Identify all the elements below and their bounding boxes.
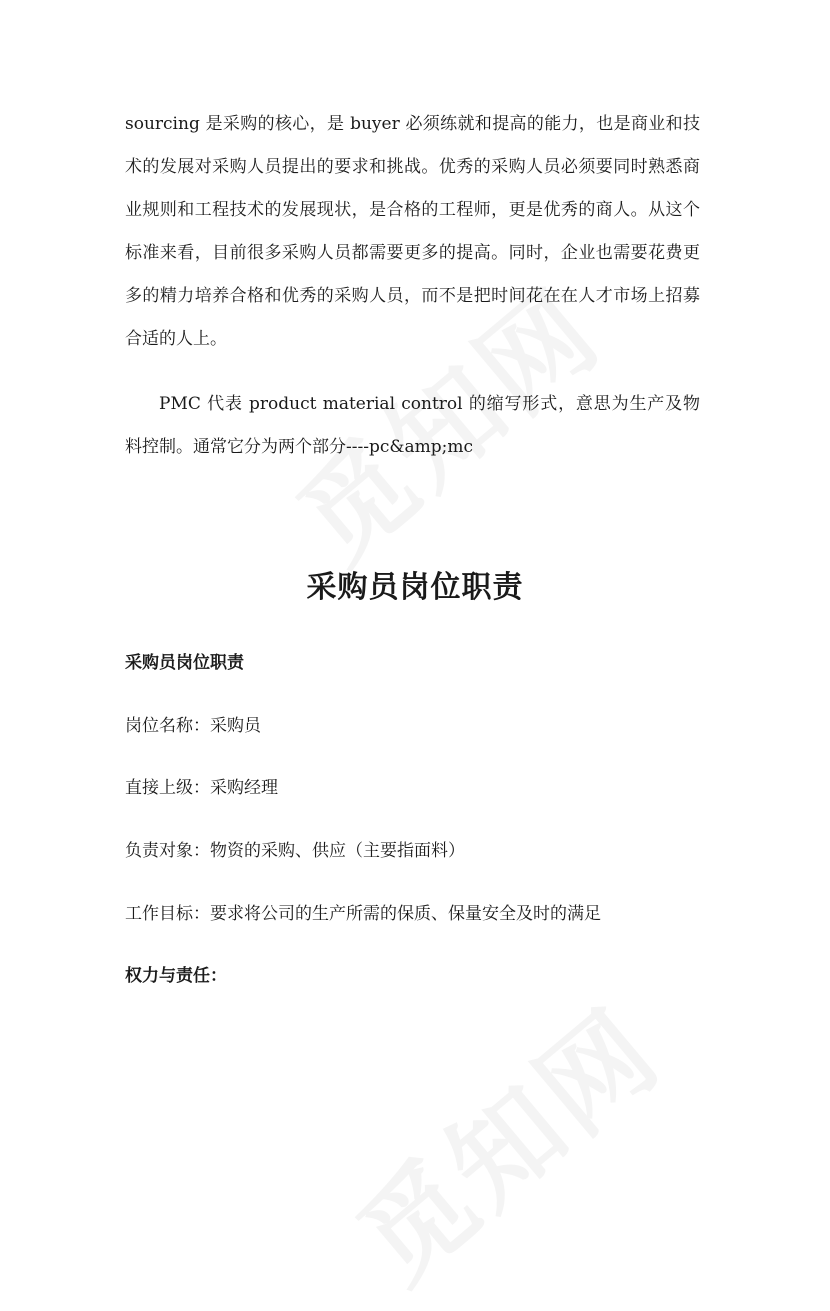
section-title: 采购员岗位职责: [306, 570, 524, 605]
watermark: [320, 967, 688, 1311]
supervisor-line: 直接上级：采购经理: [125, 778, 278, 798]
work-goal-line: 工作目标：要求将公司的生产所需的保质、保量安全及时的满足: [125, 904, 601, 924]
body-paragraph: PMC 代表 product material control 的缩写形式，意思为生产及物料控制。通常它分为两个部分----pc&amp;mc: [125, 394, 700, 457]
body-paragraph: sourcing 是采购的核心，是 buyer 必须练就和提高的能力，也是商业和技术的发展对采购人员提出的要求和挑战。优秀的采购人员必须要同时熟悉商业规则和工程技术的发展现状，是合格的工程师，更是优秀的商人。从这个标准来看，目前很多采购人员都需要更多的提高。同时，企业也需要花费更多的精力培养合格和优秀的采购人员，而不是把时间花在在人才市场上招募合适的人上。: [125, 114, 700, 349]
job-name-line: 岗位名称：采购员: [125, 716, 261, 736]
rights-heading: 权力与责任：: [125, 966, 227, 986]
subheading: 采购员岗位职责: [125, 653, 244, 673]
responsibility-object-line: 负责对象：物资的采购、供应（主要指面料）: [125, 841, 465, 861]
